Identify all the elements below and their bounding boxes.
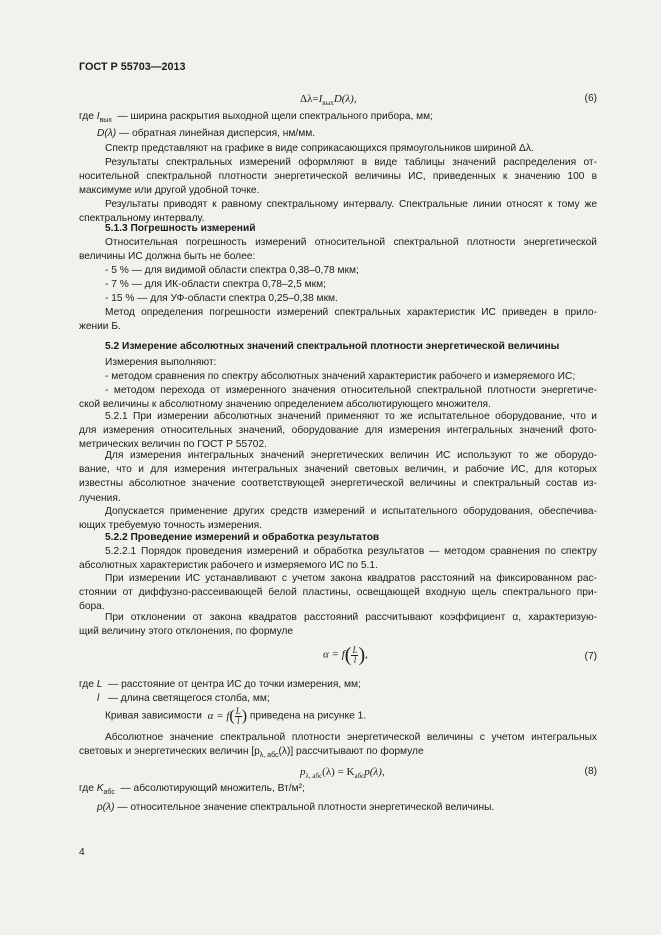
paragraph-spectrum: Спектр представляют на графике в виде соприкасающихся прямоугольников шириной Δλ.	[105, 143, 534, 154]
where-term-l: l — длина светящегося столба, мм;	[97, 693, 270, 704]
paragraph-method: Метод определения погрешности измерений спектральных характеристик ИС приведен в прило- жении Б.	[79, 307, 597, 333]
paragraph-absolute-value: Абсолютное значение спектральной плотности энергетической величины с учетом интегральных световых и энергетических величин $[p_{\lambda, абс}(\lambda)]$ рассчитывают по формуле	[79, 732, 597, 760]
paragraph-interval: Результаты приводят к равному спектральному интервалу. Спектральные линии относят к тому же спектральному интервалу.	[79, 199, 597, 225]
equation-7: α = f( $\frac{L}{l}$ ),	[323, 644, 368, 666]
section-5-2-2-heading: 5.2.2 Проведение измерений и обработка результатов	[105, 532, 380, 543]
list-item: - методом перехода от измеренного значения относительной спектральной плотности энергетиче-	[105, 385, 597, 397]
where-term-1: где $I_{вых}$ — ширина раскрытия выходной щели спектрального прибора, мм;	[79, 111, 433, 125]
equation-6: $\Delta\lambda=I_{вых}D(\lambda)$,	[300, 93, 357, 108]
paragraph-allowed: Допускается применение других средств измерений и испытательного оборудования, обеспечива- ющих требуемую точность измерения.	[79, 506, 597, 532]
list-item: - 5 % — для видимой области спектра 0,38–0,78 мкм;	[105, 265, 359, 276]
page-number: 4	[79, 847, 85, 858]
section-5-1-3-heading: 5.1.3 Погрешность измерений	[105, 223, 256, 234]
document-header: ГОСТ Р 55703—2013	[79, 61, 186, 73]
list-item: - 15 % — для УФ-области спектра 0,25–0,38 мкм.	[105, 293, 338, 305]
curve-reference: Кривая зависимости α = f( $\frac{L}{l}$ ) приведена на рисунке 1.	[105, 705, 367, 726]
paragraph-5-2-2-1: 5.2.2.1 Порядок проведения измерений и обработка результатов — методом сравнения по спектру абсолютных характеристик рабочего и измеряемого ИС по 5.1.	[79, 546, 597, 572]
list-item: - методом сравнения по спектру абсолютных значений характеристик рабочего и измеряемого ИС;	[105, 371, 576, 382]
paragraph-integral: Для измерения интегральных значений энергетических величин ИС используют то же оборудо- вание, что и для измерения интегральных значений световых величин, и рабочие ИС, для которых известны абсолютное значение соответствующей энергетической величины и спектральный состав из- лучения.	[79, 450, 597, 504]
equation-8-number: (8)	[584, 766, 597, 777]
paragraph-measurements: Измерения выполняют:	[105, 357, 217, 368]
where-term-K: где $K_{абс}$ — абсолютирующий множитель, Вт/м²;	[79, 783, 305, 797]
paragraph-error: Относительная погрешность измерений относительной спектральной плотности энергетической величины ИС должна быть не более:	[79, 237, 597, 263]
list-item: - 7 % — для ИК-области спектра 0,78–2,5 мкм;	[105, 279, 326, 291]
error-list	[105, 264, 595, 307]
method-list: - методом сравнения по спектру абсолютных значений характеристик рабочего и измеряемого ИС; - методом перехода от измеренного значения относительной спектральной плотности энергетиче- ской величины к абсолютному значению определением абсолютирующего множителя.	[79, 371, 597, 411]
where-term-L: где L — расстояние от центра ИС до точки измерения, мм;	[79, 679, 361, 690]
section-5-2-heading: 5.2 Измерение абсолютных значений спектральной плотности энергетической величины	[105, 341, 560, 352]
paragraph-deviation: При отклонении от закона квадратов расстояний рассчитывают коэффициент α, характеризую- щий величину этого отклонения, по формуле	[79, 612, 597, 638]
where-term-2: D(λ) — обратная линейная дисперсия, нм/мм.	[97, 128, 316, 139]
paragraph-results: Результаты спектральных измерений оформляют в виде таблицы значений распределения от- носительной спектральной плотности энергетической величины ИС, приведенных к значению 100 в максимуме или другой удобной точке.	[79, 157, 597, 197]
equation-7-number: (7)	[584, 651, 597, 662]
equation-6-number: (6)	[584, 93, 597, 104]
paragraph-5-2-1: 5.2.1 При измерении абсолютных значений применяют то же испытательное оборудование, что и для измерения относительных значений, оборудование для измерения интегральных значений фото- метрических величин по ГОСТ Р 55702.	[79, 411, 597, 451]
where-term-p: p(λ) — относительное значение спектральной плотности энергетической величины.	[97, 802, 495, 813]
paragraph-inverse-square: При измерении ИС устанавливают с учетом закона квадратов расстояний на фиксированном рас- стоянии от диффузно-рассеивающей белой пластины, освещающей входную щель спектрального при- бора.	[79, 573, 597, 613]
equation-8: $p_{\lambda, абс}(\lambda) = K_{абс}p(\lambda)$,	[300, 766, 385, 781]
